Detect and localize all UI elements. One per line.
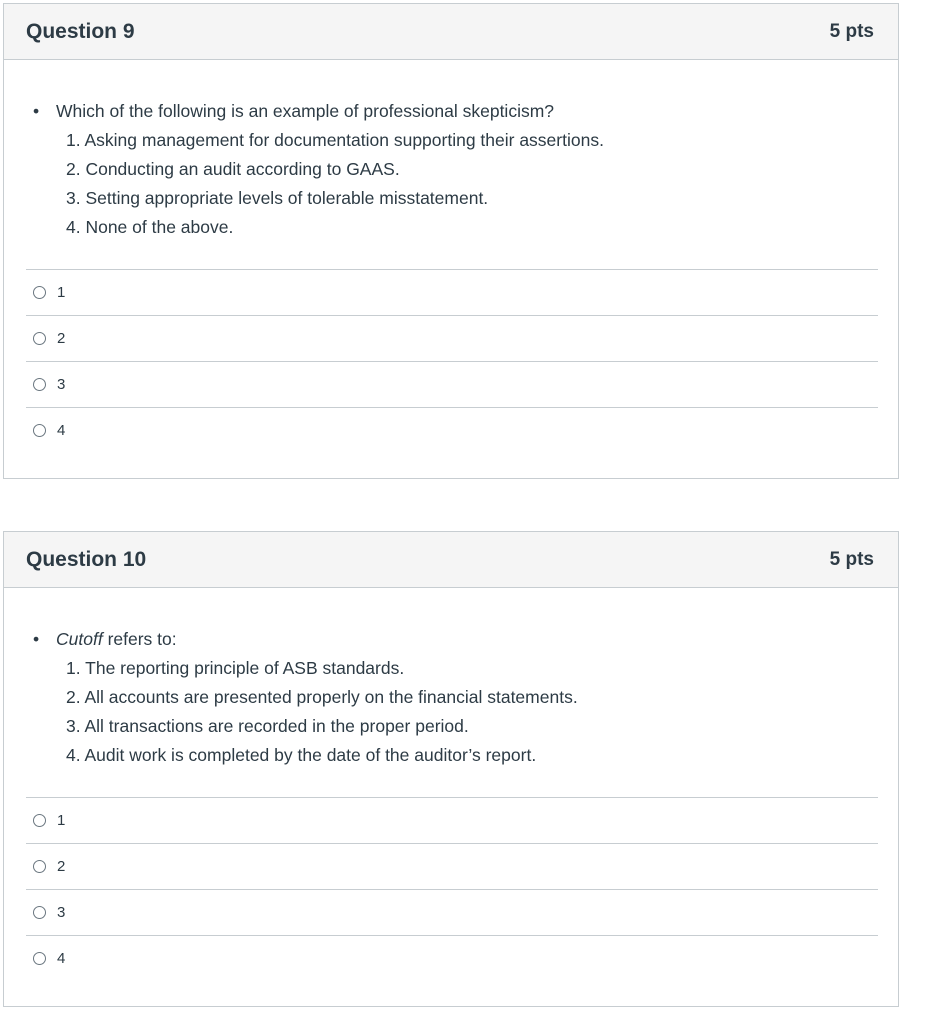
answer-option-2[interactable] (26, 843, 878, 889)
radio-button[interactable] (33, 860, 46, 873)
answer-option-1[interactable] (26, 269, 878, 315)
question-stem-rest: refers to: (102, 629, 177, 649)
radio-button[interactable] (33, 378, 46, 391)
question-option: 2. All accounts are presented properly on the financial statements. (66, 687, 578, 707)
question-points: 5 pts (829, 20, 874, 42)
question-9-card (3, 3, 899, 479)
question-title: Question 9 (26, 19, 135, 43)
answer-label: 1 (57, 812, 66, 829)
answer-label: 2 (57, 330, 66, 347)
answer-label: 1 (57, 284, 66, 301)
answer-label: 3 (57, 376, 66, 393)
question-option: 1. Asking management for documentation supporting their assertions. (66, 130, 604, 150)
question-10-card (3, 531, 899, 1007)
question-option: 4. None of the above. (66, 217, 234, 237)
question-option: 3. Setting appropriate levels of tolerable misstatement. (66, 188, 489, 208)
question-stem-row (31, 97, 604, 126)
radio-button[interactable] (33, 814, 46, 827)
question-text (31, 97, 604, 242)
question-stem: Which of the following is an example of professional skepticism? (56, 101, 555, 121)
answer-option-2[interactable] (26, 315, 878, 361)
question-text (31, 625, 578, 770)
question-option: 4. Audit work is completed by the date of the auditor’s report. (66, 745, 537, 765)
answer-option-4[interactable] (26, 935, 878, 981)
answer-option-3[interactable] (26, 889, 878, 935)
answer-label: 2 (57, 858, 66, 875)
question-option: 3. All transactions are recorded in the proper period. (66, 716, 469, 736)
question-header (4, 532, 898, 588)
question-stem-row (31, 625, 578, 654)
bullet-icon: • (33, 629, 40, 649)
question-stem (56, 629, 177, 649)
answer-list (26, 797, 878, 981)
bullet-icon: • (33, 101, 40, 121)
question-option: 1. The reporting principle of ASB standards. (66, 658, 405, 678)
question-options-list (31, 654, 578, 770)
question-options-list (31, 126, 604, 242)
answer-option-4[interactable] (26, 407, 878, 453)
question-header (4, 4, 898, 60)
question-option: 2. Conducting an audit according to GAAS. (66, 159, 400, 179)
question-stem-italic: Cutoff (56, 629, 103, 649)
radio-button[interactable] (33, 952, 46, 965)
answer-label: 3 (57, 904, 66, 921)
answer-option-1[interactable] (26, 797, 878, 843)
question-points: 5 pts (829, 548, 874, 570)
radio-button[interactable] (33, 286, 46, 299)
answer-option-3[interactable] (26, 361, 878, 407)
radio-button[interactable] (33, 424, 46, 437)
radio-button[interactable] (33, 332, 46, 345)
answer-label: 4 (57, 422, 66, 439)
radio-button[interactable] (33, 906, 46, 919)
question-title: Question 10 (26, 547, 147, 571)
answer-list (26, 269, 878, 453)
answer-label: 4 (57, 950, 66, 967)
